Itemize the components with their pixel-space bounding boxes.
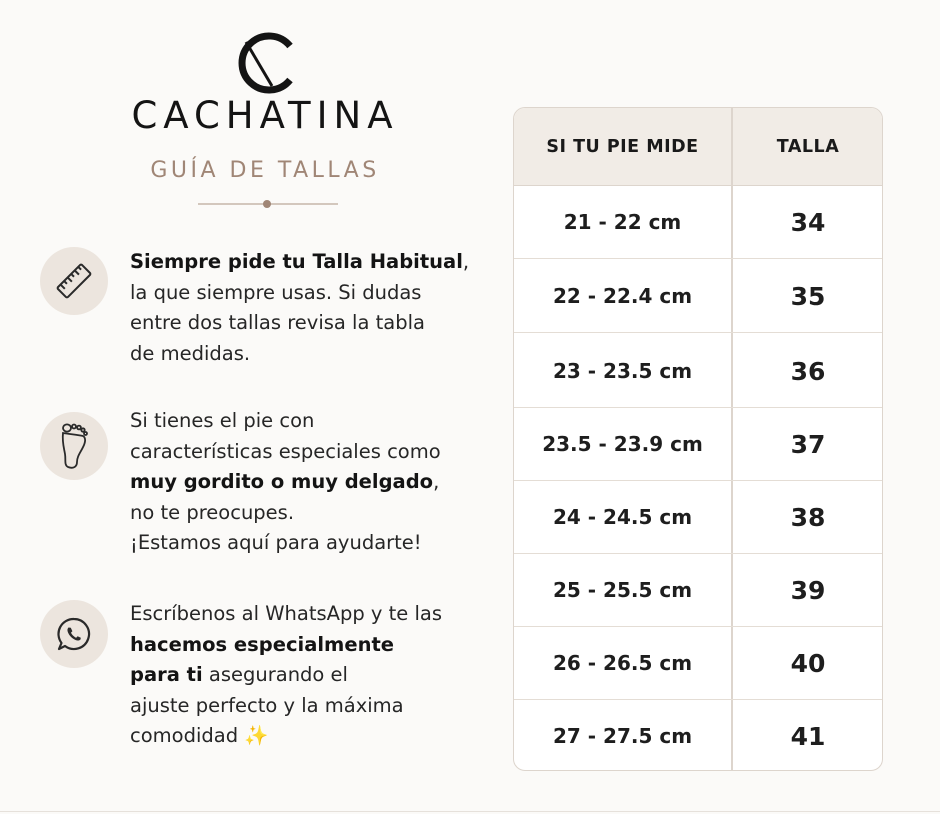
table-row [514, 554, 882, 627]
cell-foot-measure: 25 - 25.5 cm [552, 578, 693, 602]
cell-foot-measure: 26 - 26.5 cm [552, 651, 693, 675]
cell-foot-measure: 23 - 23.5 cm [552, 359, 693, 383]
cell-shoe-size: 35 [790, 282, 826, 311]
cell-shoe-size: 36 [790, 357, 826, 386]
tip-line [130, 528, 480, 559]
tip-text-part: de medidas. [130, 341, 251, 365]
bottom-border [0, 811, 940, 812]
cell-foot-measure: 21 - 22 cm [563, 210, 682, 234]
table-row [514, 627, 882, 700]
cell-shoe-size: 38 [790, 503, 826, 532]
tip-line [130, 437, 480, 468]
whatsapp-icon[interactable] [40, 600, 108, 668]
ruler-icon [40, 247, 108, 315]
tip-line [130, 467, 480, 498]
tip-line [130, 630, 480, 661]
cell-foot-measure: 24 - 24.5 cm [552, 505, 693, 529]
tip-text-part: Escríbenos al WhatsApp y te las [130, 602, 443, 625]
tip-line [130, 498, 480, 529]
page-title: GUÍA DE TALLAS [150, 158, 380, 183]
tip-line [130, 691, 480, 722]
tip-text-part: , [462, 250, 470, 273]
table-row [514, 335, 882, 408]
tip-text-part: la que siempre usas. Si dudas [130, 280, 422, 304]
tip-line [130, 247, 480, 278]
foot-icon [40, 412, 108, 480]
cell-shoe-size: 39 [790, 576, 826, 605]
tip-text-part: comodidad ✨ [130, 724, 269, 747]
tip-text-part: no te preocupes. [130, 500, 295, 524]
cell-foot-measure: 22 - 22.4 cm [552, 284, 693, 308]
brand-name: CACHATINA [131, 94, 399, 137]
table-header [514, 108, 882, 186]
tip-line [130, 406, 480, 437]
tip-line [130, 308, 480, 339]
tip-text-part: características especiales como [130, 439, 441, 463]
column-header-measure: SI TU PIE MIDE [546, 137, 699, 157]
column-header-size: TALLA [776, 137, 840, 157]
tip-text-bold: Siempre pide tu Talla Habitual [130, 250, 463, 273]
table-row [514, 700, 882, 771]
cell-shoe-size: 34 [790, 208, 826, 237]
tip-line [130, 278, 480, 309]
tip-text-part: asegurando el [202, 663, 348, 686]
tip-text-part: entre dos tallas revisa la tabla [130, 311, 425, 334]
tip-line [130, 721, 480, 752]
cell-foot-measure: 23.5 - 23.9 cm [542, 432, 703, 456]
cell-shoe-size: 41 [790, 722, 826, 751]
brand-logo-icon [232, 28, 302, 98]
table-row [514, 481, 882, 554]
cell-shoe-size: 40 [790, 649, 826, 678]
table-row [514, 408, 882, 481]
tip-line [130, 599, 480, 630]
tip-text-bold: hacemos especialmente [130, 632, 395, 656]
tip-text-part: ¡Estamos aquí para ayudarte! [130, 531, 422, 554]
tip-text-part: Si tienes el pie con [130, 409, 315, 432]
tip-text [130, 599, 480, 752]
table-row [514, 260, 882, 333]
divider-dot [263, 200, 271, 208]
tip-text [130, 406, 480, 559]
cell-foot-measure: 27 - 27.5 cm [552, 724, 693, 748]
tip-text-part: ajuste perfecto y la máxima [130, 693, 404, 717]
tip-line [130, 660, 480, 691]
tip-text-part: , [433, 470, 440, 493]
cell-shoe-size: 37 [790, 430, 826, 459]
table-row [514, 186, 882, 259]
size-table [513, 107, 883, 771]
tip-text-bold: para ti [130, 663, 203, 686]
tip-text [130, 247, 480, 369]
tip-line [130, 339, 480, 370]
tip-text-bold: muy gordito o muy delgado [130, 470, 434, 493]
